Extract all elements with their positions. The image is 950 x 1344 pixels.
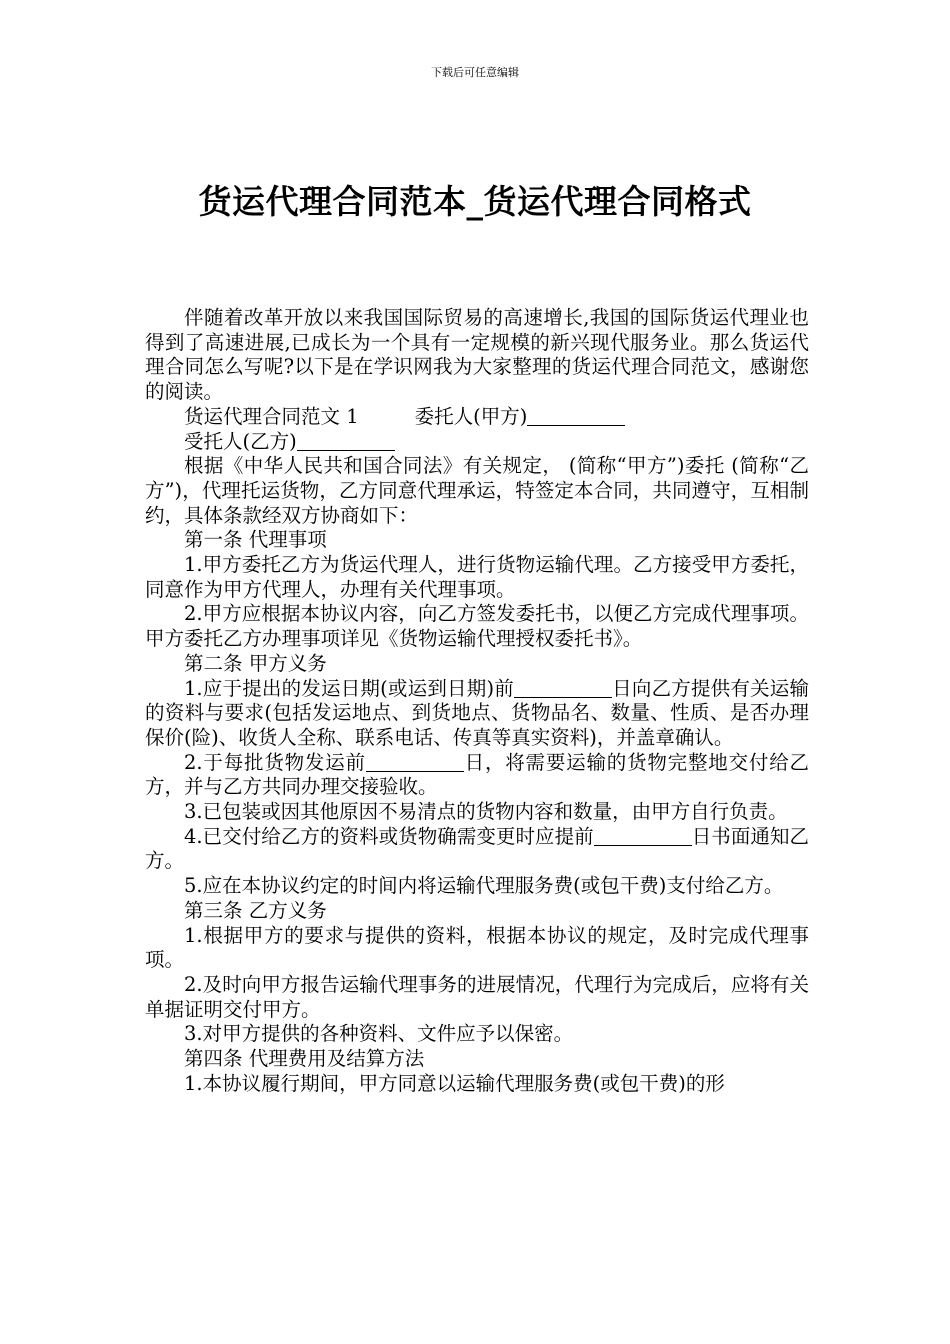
article-3-heading: 第三条 乙方义务: [184, 898, 327, 922]
article-1-heading: 第一条 代理事项: [184, 528, 327, 552]
page-header: 下载后可任意编辑: [431, 66, 519, 79]
article-2-item-4-start: 4.已交付给乙方的资料或货物确需变更时应提前: [184, 824, 594, 848]
article-3-item: 1.根据甲方的要求与提供的资料，根据本协议的规定，及时完成代理事项。: [145, 923, 809, 972]
article-3-item: 2.及时向甲方报告运输代理事务的进展情况，代理行为完成后，应将有关单据证明交付甲方。: [145, 972, 809, 1021]
article-4-item: 1.本协议履行期间，甲方同意以运输代理服务费(或包干费)的形: [184, 1071, 725, 1095]
sample-label: 货运代理合同范文 1: [184, 404, 359, 428]
days-blank: [514, 679, 612, 698]
article-2-item-1-end: 日向乙方提供有关运输的资料与要求(包括发运地点、到货地点、货物品名、数量、性质、是否办理保价(险)、收货人全称、联系电话、传真等真实资料)，并盖章确认。: [145, 676, 809, 749]
article-2-item: [145, 751, 809, 800]
preamble-paragraph: 根据《中华人民共和国合同法》有关规定， (简称“甲方”)委托 (简称“乙方”)，代理托运货物，乙方同意代理承运，特签定本合同，共同遵守，互相制约，具体条款经双方协商如下：: [145, 454, 809, 527]
party-b-line: [145, 430, 809, 455]
party-a-label: 委托人(甲方): [414, 404, 528, 428]
article-2-item-2-start: 2.于每批货物发运前: [184, 750, 366, 774]
party-b-blank: [297, 432, 395, 451]
article-2-item: 5.应在本协议约定的时间内将运输代理服务费(或包干费)支付给乙方。: [184, 874, 784, 898]
days-blank: [594, 827, 692, 846]
days-blank: [366, 753, 464, 772]
article-1-item: 2.甲方应根据本协议内容，向乙方签发委托书，以便乙方完成代理事项。甲方委托乙方办理事项详见《货物运输代理授权委托书》。: [145, 602, 809, 651]
article-2-item: [145, 825, 809, 874]
party-b-label: 受托人(乙方): [184, 429, 297, 453]
article-4-heading: 第四条 代理费用及结算方法: [184, 1047, 425, 1071]
article-2-item-4-end: 日书面通知乙方。: [145, 824, 809, 873]
contract-parties-line: [145, 405, 809, 430]
article-3-item: 3.对甲方提供的各种资料、文件应予以保密。: [184, 1022, 574, 1046]
party-a-blank: [527, 407, 625, 426]
article-2-item: 3.已包装或因其他原因不易清点的货物内容和数量，由甲方自行负责。: [184, 800, 788, 824]
article-2-item-2-end: 日，将需要运输的货物完整地交付给乙方，并与乙方共同办理交接验收。: [145, 750, 809, 799]
article-2-item: [145, 677, 809, 751]
document-body: [145, 306, 809, 1097]
article-2-heading: 第二条 甲方义务: [184, 651, 327, 675]
article-2-item-1-start: 1.应于提出的发运日期(或运到日期)前: [184, 676, 514, 700]
article-1-item: 1.甲方委托乙方为货运代理人，进行货物运输代理。乙方接受甲方委托，同意作为甲方代理人，办理有关代理事项。: [145, 553, 809, 601]
intro-paragraph: 伴随着改革开放以来我国国际贸易的高速增长,我国的国际货运代理业也得到了高速进展,已成长为一个具有一定规模的新兴现代服务业。那么货运代理合同怎么写呢?以下是在学识网我为大家整理的货运代理合同范文，感谢您的阅读。: [145, 306, 809, 404]
document-title: 货运代理合同范本_货运代理合同格式: [198, 182, 752, 221]
